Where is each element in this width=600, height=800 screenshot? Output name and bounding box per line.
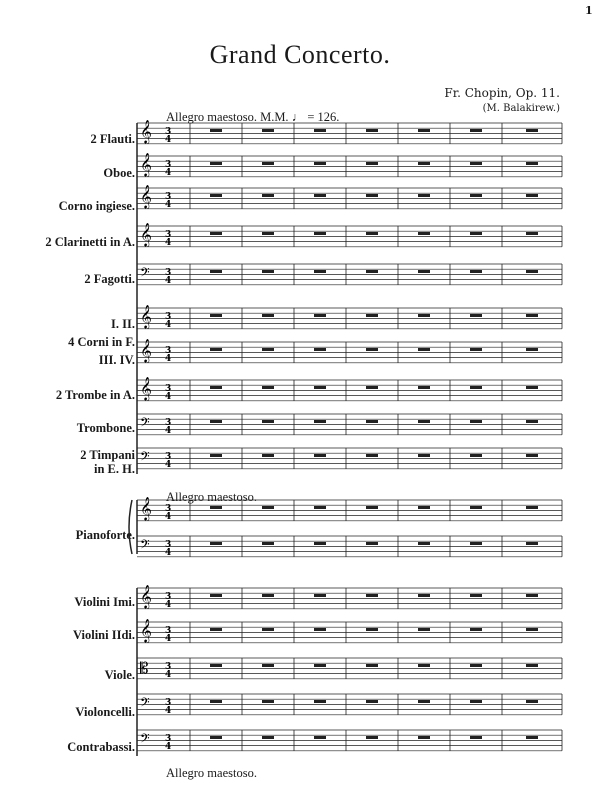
time-signature: 4	[165, 168, 172, 178]
whole-rest	[314, 232, 326, 235]
time-signature: 4	[165, 706, 172, 716]
whole-rest	[210, 162, 222, 165]
bass-clef-icon: 𝄢	[140, 537, 150, 555]
whole-rest	[314, 454, 326, 457]
treble-clef-icon: 𝄞	[140, 304, 152, 328]
page-number: 1	[585, 4, 593, 17]
whole-rest	[314, 314, 326, 317]
whole-rest	[526, 506, 538, 509]
tempo-marking-piano: Allegro maestoso.	[166, 490, 257, 504]
label-timpani-1: 2 Timpani	[80, 448, 135, 462]
whole-rest	[470, 454, 482, 457]
whole-rest	[314, 700, 326, 703]
treble-clef-icon: 𝄞	[140, 618, 152, 642]
whole-rest	[210, 700, 222, 703]
whole-rest	[526, 194, 538, 197]
time-signature: 4	[165, 426, 172, 436]
whole-rest	[470, 162, 482, 165]
whole-rest	[418, 232, 430, 235]
label-corni-12: I. II.	[111, 317, 135, 331]
treble-clef-icon: 𝄞	[140, 152, 152, 176]
whole-rest	[470, 628, 482, 631]
whole-rest	[210, 542, 222, 545]
whole-rest	[366, 736, 378, 739]
whole-rest	[262, 129, 274, 132]
label-clarinetti: 2 Clarinetti in A.	[45, 235, 135, 249]
time-signature: 4	[165, 548, 172, 558]
time-signature: 3	[165, 127, 172, 137]
time-signature: 4	[165, 512, 172, 522]
whole-rest	[526, 420, 538, 423]
whole-rest	[526, 628, 538, 631]
whole-rest	[314, 270, 326, 273]
whole-rest	[262, 348, 274, 351]
time-signature: 3	[165, 268, 172, 278]
whole-rest	[262, 506, 274, 509]
label-corni-34: III. IV.	[98, 353, 135, 367]
whole-rest	[418, 736, 430, 739]
time-signature: 3	[165, 160, 172, 170]
whole-rest	[418, 386, 430, 389]
whole-rest	[366, 348, 378, 351]
time-signature: 3	[165, 384, 172, 394]
whole-rest	[314, 506, 326, 509]
whole-rest	[418, 664, 430, 667]
whole-rest	[262, 270, 274, 273]
whole-rest	[262, 314, 274, 317]
whole-rest	[314, 162, 326, 165]
time-signature: 3	[165, 592, 172, 602]
composer-credit: Fr. Chopin, Op. 11.	[444, 86, 560, 100]
whole-rest	[366, 386, 378, 389]
whole-rest	[366, 420, 378, 423]
whole-rest	[470, 348, 482, 351]
whole-rest	[418, 162, 430, 165]
treble-clef-icon: 𝄞	[140, 222, 152, 246]
time-signature: 3	[165, 504, 172, 514]
whole-rest	[418, 314, 430, 317]
whole-rest	[418, 129, 430, 132]
whole-rest	[418, 594, 430, 597]
arranger-credit: (M. Balakirew.)	[482, 103, 560, 114]
label-trombe: 2 Trombe in A.	[55, 388, 135, 402]
whole-rest	[210, 506, 222, 509]
treble-clef-icon: 𝄞	[140, 184, 152, 208]
label-contrabassi: Contrabassi.	[67, 740, 135, 754]
whole-rest	[366, 628, 378, 631]
whole-rest	[526, 736, 538, 739]
label-viole: Viole.	[104, 668, 135, 682]
whole-rest	[210, 386, 222, 389]
whole-rest	[366, 454, 378, 457]
whole-rest	[366, 232, 378, 235]
whole-rest	[210, 270, 222, 273]
whole-rest	[470, 386, 482, 389]
label-oboe: Oboe.	[103, 166, 135, 180]
whole-rest	[210, 736, 222, 739]
whole-rest	[262, 420, 274, 423]
whole-rest	[418, 270, 430, 273]
whole-rest	[210, 314, 222, 317]
whole-rest	[210, 129, 222, 132]
whole-rest	[526, 542, 538, 545]
time-signature: 3	[165, 192, 172, 202]
whole-rest	[470, 314, 482, 317]
time-signature: 4	[165, 320, 172, 330]
whole-rest	[210, 594, 222, 597]
tempo-text: Allegro maestoso. M.M.	[166, 110, 289, 124]
whole-rest	[210, 232, 222, 235]
whole-rest	[210, 454, 222, 457]
whole-rest	[470, 232, 482, 235]
whole-rest	[366, 314, 378, 317]
whole-rest	[366, 194, 378, 197]
whole-rest	[314, 194, 326, 197]
whole-rest	[418, 700, 430, 703]
whole-rest	[418, 454, 430, 457]
time-signature: 3	[165, 418, 172, 428]
whole-rest	[526, 386, 538, 389]
whole-rest	[526, 270, 538, 273]
whole-rest	[526, 162, 538, 165]
whole-rest	[262, 386, 274, 389]
whole-rest	[418, 348, 430, 351]
whole-rest	[366, 129, 378, 132]
whole-rest	[262, 594, 274, 597]
whole-rest	[470, 664, 482, 667]
whole-rest	[366, 594, 378, 597]
whole-rest	[526, 348, 538, 351]
whole-rest	[526, 664, 538, 667]
time-signature: 4	[165, 600, 172, 610]
whole-rest	[366, 162, 378, 165]
label-violini-1: Violini Imi.	[74, 595, 135, 609]
time-signature: 3	[165, 452, 172, 462]
bass-clef-icon: 𝄢	[140, 449, 150, 467]
whole-rest	[314, 594, 326, 597]
whole-rest	[210, 420, 222, 423]
whole-rest	[262, 542, 274, 545]
label-fagotti: 2 Fagotti.	[84, 272, 135, 286]
score-title: Grand Concerto.	[209, 40, 391, 69]
time-signature: 3	[165, 230, 172, 240]
whole-rest	[262, 162, 274, 165]
whole-rest	[262, 194, 274, 197]
whole-rest	[470, 594, 482, 597]
label-violini-2: Violini IIdi.	[72, 628, 135, 642]
time-signature: 4	[165, 742, 172, 752]
whole-rest	[418, 506, 430, 509]
whole-rest	[470, 700, 482, 703]
bass-clef-icon: 𝄢	[140, 265, 150, 283]
whole-rest	[262, 700, 274, 703]
whole-rest	[418, 420, 430, 423]
time-signature: 3	[165, 626, 172, 636]
time-signature: 4	[165, 354, 172, 364]
time-signature: 4	[165, 238, 172, 248]
label-trombone: Trombone.	[76, 421, 135, 435]
whole-rest	[262, 628, 274, 631]
time-signature: 3	[165, 346, 172, 356]
whole-rest	[210, 664, 222, 667]
whole-rest	[470, 420, 482, 423]
quarter-note-icon: ♩	[291, 110, 305, 124]
whole-rest	[314, 542, 326, 545]
whole-rest	[366, 506, 378, 509]
whole-rest	[314, 420, 326, 423]
whole-rest	[470, 506, 482, 509]
time-signature: 4	[165, 135, 172, 145]
whole-rest	[262, 232, 274, 235]
whole-rest	[210, 348, 222, 351]
whole-rest	[470, 129, 482, 132]
treble-clef-icon: 𝄞	[140, 119, 152, 143]
whole-rest	[314, 386, 326, 389]
whole-rest	[314, 664, 326, 667]
bass-clef-icon: 𝄢	[140, 731, 150, 749]
label-timpani-2: in E. H.	[94, 462, 135, 476]
whole-rest	[314, 129, 326, 132]
whole-rest	[526, 594, 538, 597]
whole-rest	[314, 628, 326, 631]
bass-clef-icon: 𝄢	[140, 695, 150, 713]
metronome-value: = 126.	[307, 110, 340, 124]
whole-rest	[262, 664, 274, 667]
whole-rest	[470, 270, 482, 273]
whole-rest	[366, 542, 378, 545]
time-signature: 4	[165, 634, 172, 644]
whole-rest	[366, 700, 378, 703]
whole-rest	[470, 736, 482, 739]
treble-clef-icon: 𝄞	[140, 338, 152, 362]
time-signature: 3	[165, 662, 172, 672]
whole-rest	[526, 700, 538, 703]
whole-rest	[470, 194, 482, 197]
whole-rest	[526, 454, 538, 457]
time-signature: 4	[165, 200, 172, 210]
whole-rest	[314, 736, 326, 739]
whole-rest	[366, 664, 378, 667]
treble-clef-icon: 𝄞	[140, 496, 152, 520]
treble-clef-icon: 𝄞	[140, 376, 152, 400]
whole-rest	[262, 454, 274, 457]
whole-rest	[314, 348, 326, 351]
alto-clef-icon: 𝄡	[140, 659, 149, 677]
whole-rest	[526, 232, 538, 235]
tempo-marking-bottom: Allegro maestoso.	[166, 766, 257, 780]
treble-clef-icon: 𝄞	[140, 584, 152, 608]
piano-brace-curve	[129, 500, 132, 554]
whole-rest	[526, 129, 538, 132]
time-signature: 3	[165, 540, 172, 550]
whole-rest	[366, 270, 378, 273]
label-violoncelli: Violoncelli.	[75, 705, 135, 719]
time-signature: 4	[165, 670, 172, 680]
bass-clef-icon: 𝄢	[140, 415, 150, 433]
label-corno-inglese: Corno ingiese.	[58, 199, 135, 213]
time-signature: 3	[165, 734, 172, 744]
whole-rest	[470, 542, 482, 545]
whole-rest	[262, 736, 274, 739]
time-signature: 3	[165, 698, 172, 708]
time-signature: 4	[165, 460, 172, 470]
label-flauti: 2 Flauti.	[90, 132, 135, 146]
whole-rest	[210, 628, 222, 631]
time-signature: 4	[165, 276, 172, 286]
whole-rest	[418, 194, 430, 197]
whole-rest	[418, 628, 430, 631]
time-signature: 3	[165, 312, 172, 322]
whole-rest	[526, 314, 538, 317]
whole-rest	[210, 194, 222, 197]
label-corni: 4 Corni in F.	[68, 335, 135, 349]
whole-rest	[418, 542, 430, 545]
label-pianoforte: Pianoforte.	[75, 528, 135, 542]
time-signature: 4	[165, 392, 172, 402]
